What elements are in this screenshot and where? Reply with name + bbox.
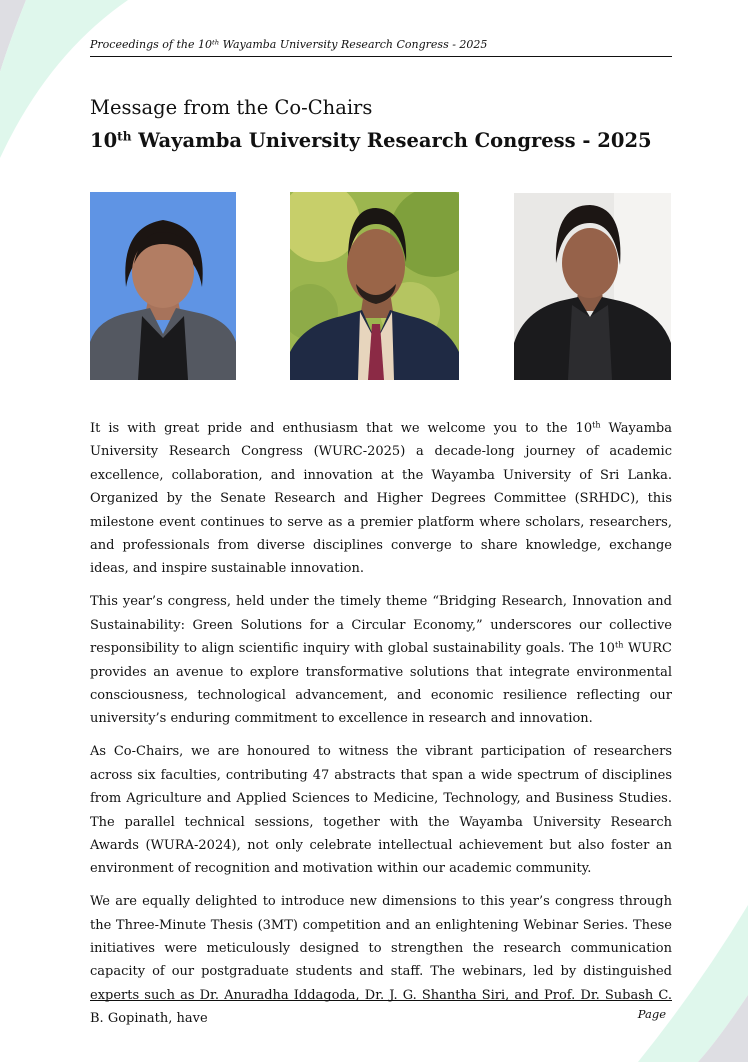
page-label: Page bbox=[637, 1007, 666, 1021]
paragraph-1: It is with great pride and enthusiasm that we welcome you to the 10th Wayamba University Research Congress (WURC-2025) a decade-long journey of academic excellence, collaboration, and innovation at the Wayamba University of Sri Lanka. Organized by the Senate Research and Higher Degrees Committee (SRHDC), this milestone event continues to serve as a premier platform where scholars, researchers, and professionals from diverse disciplines converge to share knowledge, exchange ideas, and inspire sustainable innovation. bbox=[90, 420, 673, 577]
co-chair-photo-2 bbox=[290, 192, 459, 380]
co-chair-photo-3 bbox=[514, 193, 671, 380]
paragraph-4: We are equally delighted to introduce new dimensions to this year’s congress through the Three-Minute Thesis (3MT) competition and an enlightening Webinar Series. These initiatives were meticulously designed to strengthen the research communication capacity of our postgraduate students and staff. The webinars, led by distinguished experts such as Dr. Anuradha Iddagoda, Dr. J. G. Shantha Siri, and Prof. Dr. Subash C. B. Gopinath, have bbox=[90, 894, 672, 1027]
footer-rule bbox=[90, 1000, 672, 1001]
header-rule bbox=[90, 56, 672, 57]
paragraph-2: This year’s congress, held under the timely theme “Bridging Research, Innovation and Sustainability: Green Solutions for a Circular Economy,” underscores our collective responsibility to align scientific inquiry with global sustainability goals. The 10th WURC provides an avenue to explore transformative solutions that integrate environmental consciousness, technological advancement, and economic resilience reflecting our university’s enduring commitment to excellence in research and innovation. bbox=[90, 594, 672, 727]
page-title bbox=[90, 91, 652, 157]
title-line-2: 10th Wayamba University Research Congress - 2025 bbox=[90, 129, 652, 152]
message-body bbox=[90, 417, 672, 1040]
co-chair-photo-1 bbox=[90, 192, 236, 380]
title-line-1: Message from the Co-Chairs bbox=[90, 96, 373, 119]
paragraph-3: As Co-Chairs, we are honoured to witness the vibrant participation of researchers across six faculties, contributing 47 abstracts that span a wide spectrum of disciplines from Agriculture and Applied Sciences to Medicine, Technology, and Business Studies. The parallel technical sessions, together with the Wayamba University Research Awards (WURA-2024), not only celebrate intellectual achievement but also foster an environment of recognition and motivation within our academic community. bbox=[90, 744, 672, 877]
running-header: Proceedings of the 10th Wayamba University Research Congress - 2025 bbox=[90, 38, 488, 51]
